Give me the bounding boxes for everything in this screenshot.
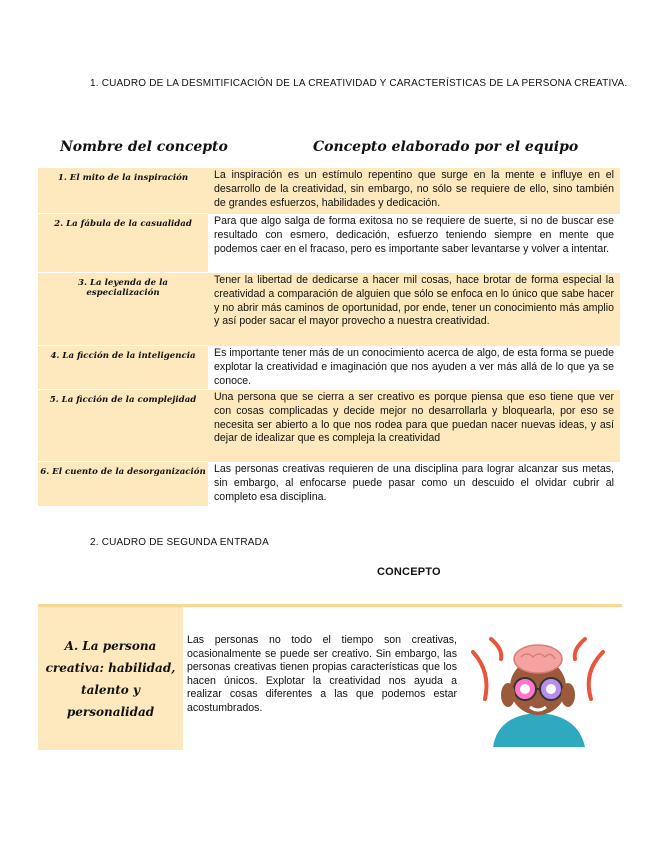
- concept-description-cell: La inspiración es un estímulo repentino que surge en la mente e influye en el desarrollo de la creatividad, sin embargo, no sólo se requiere de ello, sino también de grandes esfuerzos, habilidades y dedicación.: [208, 168, 620, 214]
- concept-description-cell: Para que algo salga de forma exitosa no se requiere de suerte, si no de buscar ese resultado con esmero, dedicación, esfuerzo teniendo siempre en mente que podemos caer en el fracaso, pero es importante saber levantarse y volver a intentar.: [208, 214, 620, 273]
- section2-concept-header: CONCEPTO: [377, 566, 441, 578]
- concept-name-cell: 5. La ficción de la complejidad: [38, 390, 208, 462]
- creative-person-description: Las personas no todo el tiempo son creativas, ocasionalmente se puede ser creativo. Sin embargo, las personas creativas tienen propias características que los hacen únicos. Explotar la creatividad nos ayuda a realizar cosas diferentes a las que podemos estar acostumbrados.: [187, 634, 457, 714]
- table-row: [38, 390, 620, 462]
- section1-title: 1. CUADRO DE LA DESMITIFICACIÓN DE LA CREATIVIDAD Y CARACTERÍSTICAS DE LA PERSONA CREATIVA.: [90, 78, 628, 89]
- concept-name-cell: 3. La leyenda de la especialización: [38, 273, 208, 346]
- concept-name-cell: 6. El cuento de la desorganización: [38, 462, 208, 507]
- header-team-concept: Concepto elaborado por el equipo: [313, 139, 579, 155]
- sweater-shape: [493, 713, 585, 747]
- header-concept-name: Nombre del concepto: [60, 139, 228, 155]
- second-entry-table: [38, 604, 622, 750]
- section2-title: 2. CUADRO DE SEGUNDA ENTRADA: [90, 537, 269, 548]
- table-row: [38, 462, 620, 507]
- hand-right-shape: [561, 683, 575, 707]
- table-row: [38, 214, 620, 273]
- creative-person-illustration: [463, 627, 613, 747]
- concept-description-cell: Es importante tener más de un conocimiento acerca de algo, de esta forma se puede explotar la creatividad e imaginación que nos ayuden a ver más allá de lo que ya se conoce.: [208, 346, 620, 390]
- concept-name-cell: 2. La fábula de la casualidad: [38, 214, 208, 273]
- hand-left-shape: [501, 683, 515, 707]
- myths-table: [38, 168, 620, 507]
- concept-description-cell: Una persona que se cierra a ser creativo es porque piensa que eso tiene que ver con cosas complicadas y decide mejor no desarrollarla y bloquearla, por eso se necesita ser abierto a lo que nos rodea para que puedan nacer nuevas ideas, y así dejar de idealizar que es compleja la creatividad: [208, 390, 620, 462]
- table-row: [38, 346, 620, 390]
- concept-name-cell: 4. La ficción de la inteligencia: [38, 346, 208, 390]
- creative-person-name-cell: A. La persona creativa: habilidad, talento y personalidad: [38, 604, 183, 750]
- table-row: [38, 273, 620, 346]
- concept-description-cell: Tener la libertad de dedicarse a hacer mil cosas, hace brotar de forma especial la creatividad a comparación de alguien que sólo se enfoca en lo único que sabe hacer y no abrir más caminos de oportunidad, por ende, tener un conocimiento más amplio y así poder sacar el mayor provecho a nuestra creatividad.: [208, 273, 620, 346]
- concept-description-cell: Las personas creativas requieren de una disciplina para lograr alcanzar sus metas, sin embargo, al enfocarse puede pasar como un descuido el olvidar cubrir al completo esa disciplina.: [208, 462, 620, 507]
- creative-person-content-cell: [183, 604, 622, 750]
- table-row: [38, 168, 620, 214]
- concept-name-cell: 1. El mito de la inspiración: [38, 168, 208, 214]
